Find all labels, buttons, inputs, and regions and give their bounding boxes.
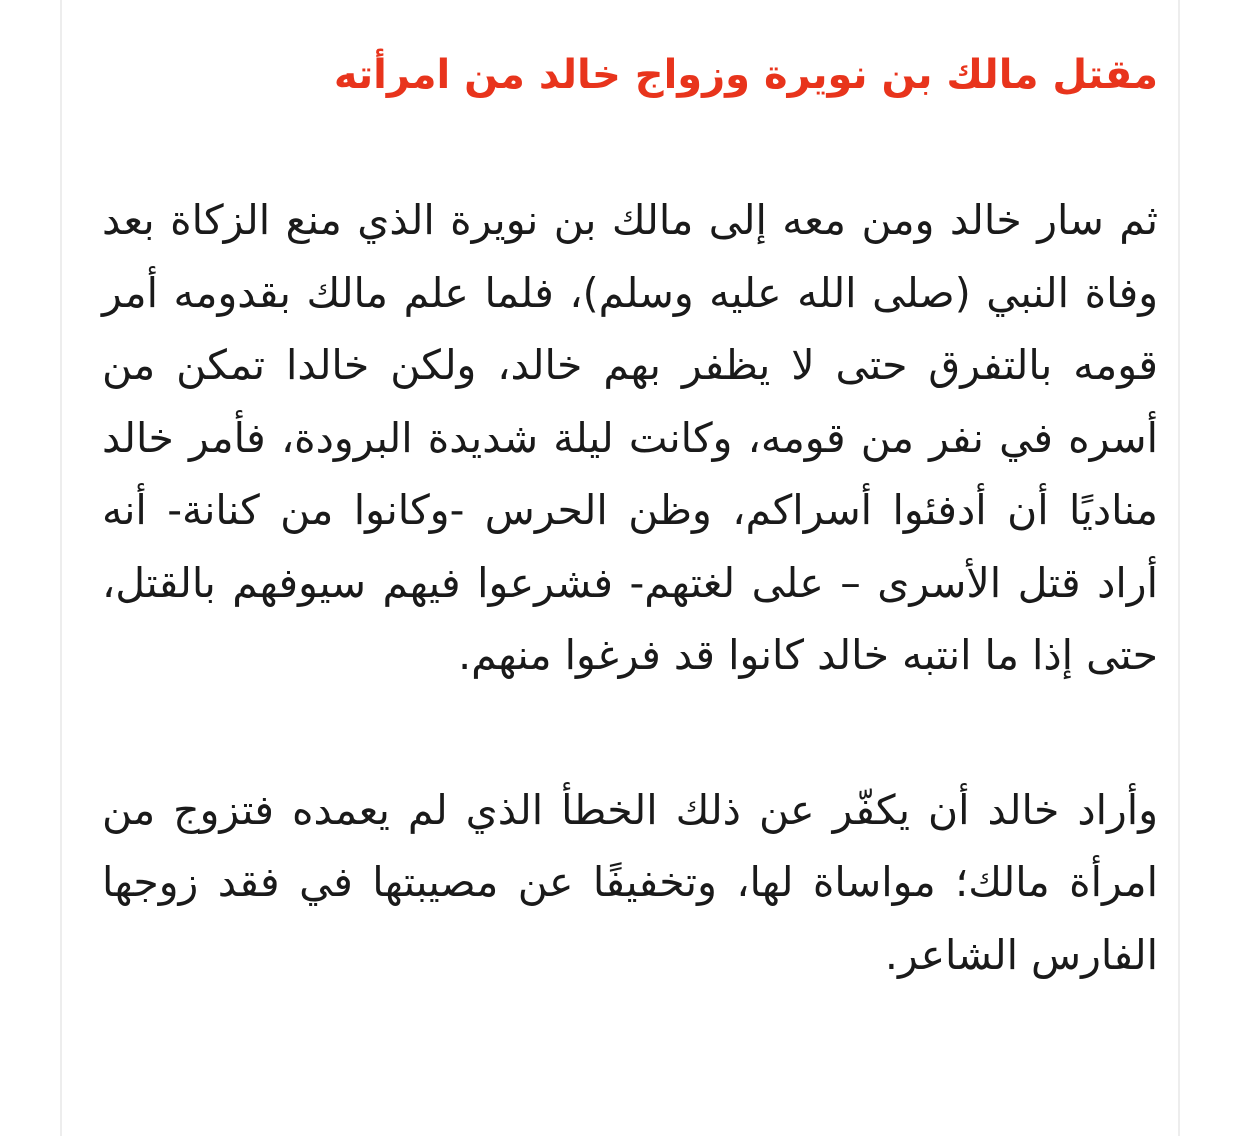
article-content: [102, 40, 1158, 991]
article-paragraph-1: ثم سار خالد ومن معه إلى مالك بن نويرة الذي منع الزكاة بعد وفاة النبي (صلى الله عليه وسلم)، فلما علم مالك بقدومه أمر قومه بالتفرق حتى لا يظفر بهم خالد، ولكن خالدا تمكن من أسره في نفر من قومه، وكانت ليلة شديدة البرودة، فأمر خالد مناديًا أن أدفئوا أسراكم، وظن الحرس -وكانوا من كنانة- أنه أراد قتل الأسرى – على لغتهم- فشرعوا فيهم سيوفهم بالقتل، حتى إذا ما انتبه خالد كانوا قد فرغوا منهم.: [102, 196, 1158, 679]
article-paragraph-2: وأراد خالد أن يكفّر عن ذلك الخطأ الذي لم يعمده فتزوج من امرأة مالك؛ مواساة لها، وتخفيفًا عن مصيبتها في فقد زوجها الفارس الشاعر.: [102, 785, 1158, 979]
article-title: مقتل مالك بن نويرة وزواج خالد من امرأته: [333, 52, 1158, 98]
article-frame: [60, 0, 1180, 1136]
